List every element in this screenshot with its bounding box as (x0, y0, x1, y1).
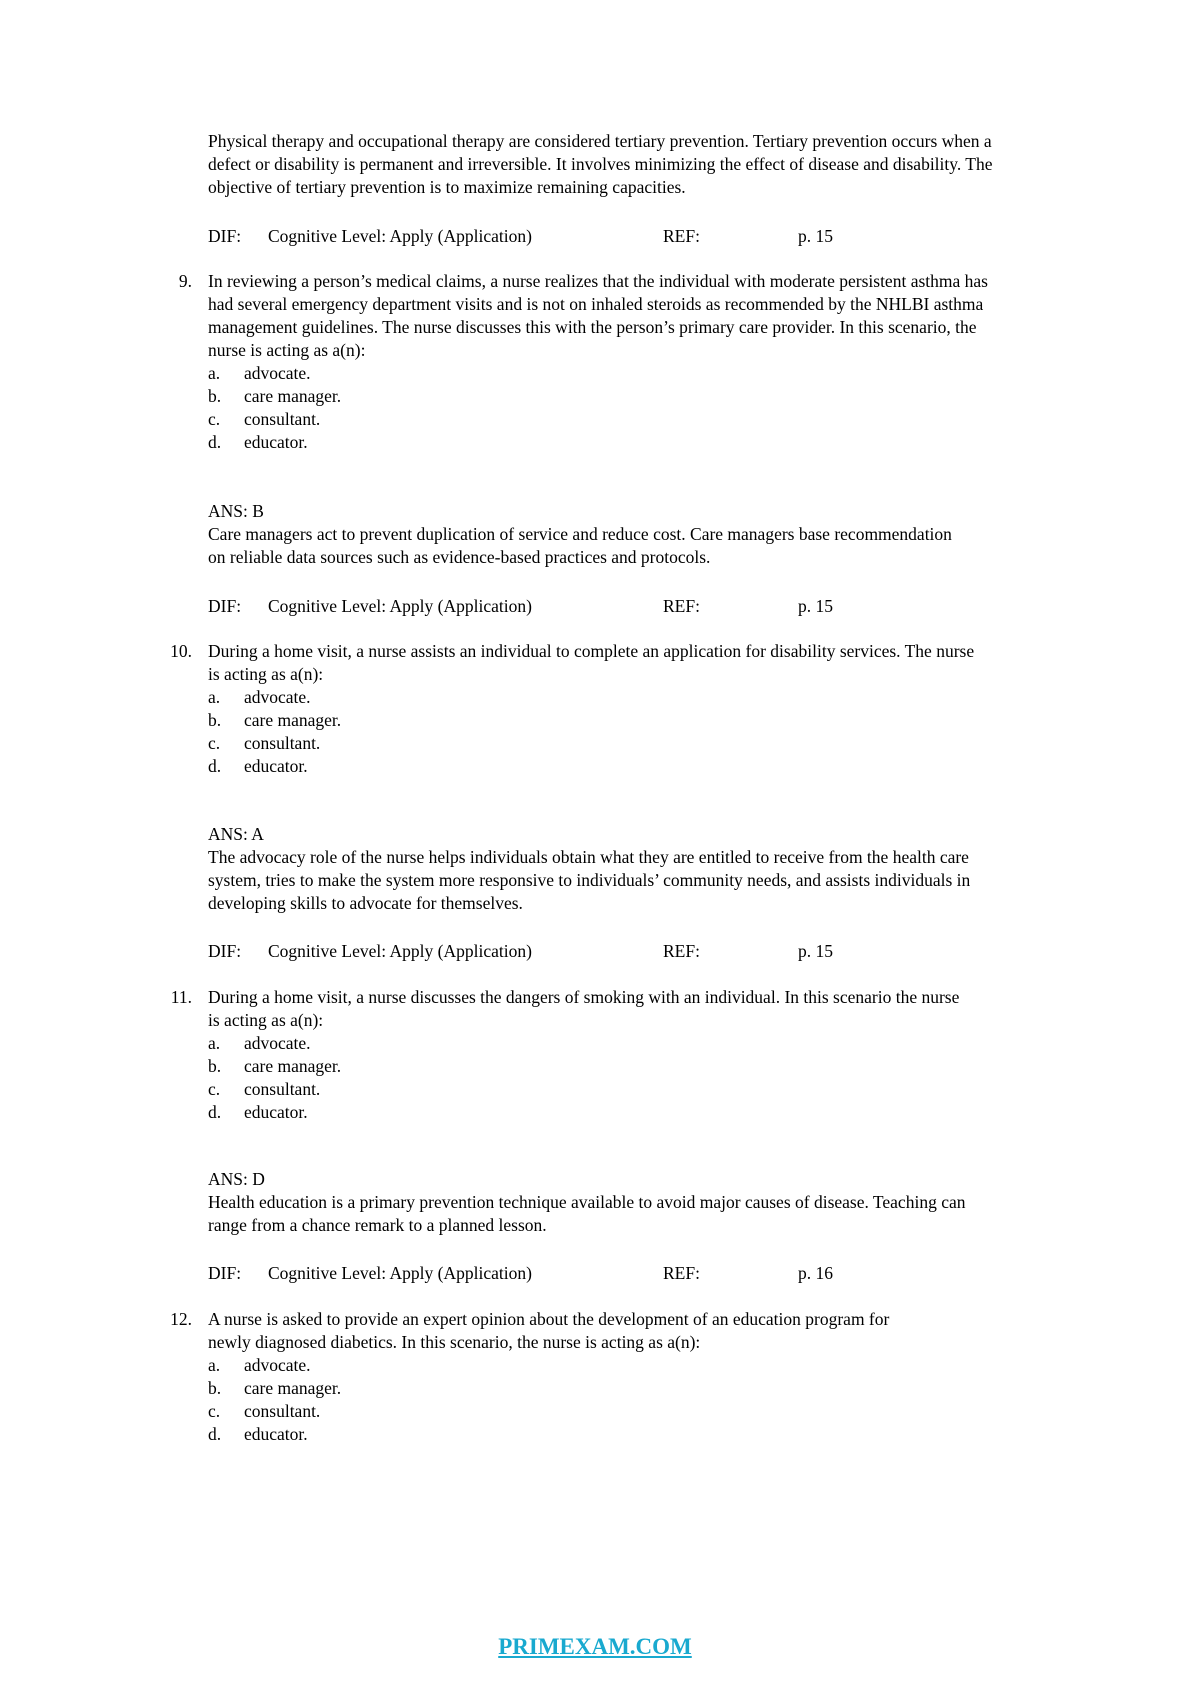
question-body (208, 270, 1108, 454)
answer-block-10 (208, 823, 1108, 915)
footer-site-link[interactable]: PRIMEXAM.COM (498, 1634, 692, 1659)
option-a (208, 686, 1108, 709)
option-letter: b. (208, 710, 222, 730)
rationale-line: system, tries to make the system more responsive to individuals’ community needs, and assists individuals in (208, 870, 971, 890)
dif-label: DIF: (208, 1263, 242, 1283)
dif-ref-row (208, 225, 908, 248)
dif-ref-row (208, 1262, 908, 1285)
option-text: educator. (244, 1102, 308, 1122)
intro-rationale (208, 130, 1118, 199)
dif-label: DIF: (208, 226, 242, 246)
rationale-line: objective of tertiary prevention is to maximize remaining capacities. (208, 177, 686, 197)
question-number: 12. (170, 1309, 192, 1329)
dif-value: Cognitive Level: Apply (Application) (268, 596, 532, 616)
option-letter: c. (208, 733, 221, 753)
option-letter: b. (208, 1056, 222, 1076)
stem-line: management guidelines. The nurse discusses this with the person’s primary care provider. In this scenario, the (208, 317, 977, 337)
ref-label: REF: (663, 1263, 700, 1283)
option-c (208, 408, 1108, 431)
dif-ref-row (208, 940, 908, 963)
option-letter: d. (208, 432, 222, 452)
option-text: advocate. (244, 1355, 311, 1375)
option-letter: b. (208, 1378, 222, 1398)
option-letter: a. (208, 363, 221, 383)
option-letter: c. (208, 1079, 221, 1099)
answer-key: ANS: A (208, 824, 264, 844)
option-letter: a. (208, 1033, 221, 1053)
dif-value: Cognitive Level: Apply (Application) (268, 941, 532, 961)
option-text: care manager. (244, 386, 342, 406)
option-text: care manager. (244, 1056, 342, 1076)
answer-block-9 (208, 500, 1108, 569)
option-c (208, 1078, 1108, 1101)
option-letter: c. (208, 1401, 221, 1421)
question-body (208, 1308, 1108, 1446)
option-letter: b. (208, 386, 222, 406)
dif-value: Cognitive Level: Apply (Application) (268, 226, 532, 246)
option-a (208, 1354, 1108, 1377)
option-letter: a. (208, 1355, 221, 1375)
option-text: educator. (244, 756, 308, 776)
option-text: care manager. (244, 1378, 342, 1398)
option-text: consultant. (244, 733, 321, 753)
option-letter: d. (208, 1424, 222, 1444)
option-b (208, 1377, 1108, 1400)
stem-line: A nurse is asked to provide an expert opinion about the development of an education program for (208, 1309, 890, 1329)
option-a (208, 362, 1108, 385)
question-stem (208, 1308, 1108, 1354)
option-text: educator. (244, 432, 308, 452)
option-d (208, 431, 1108, 454)
rationale-line: range from a chance remark to a planned lesson. (208, 1215, 547, 1235)
option-c (208, 732, 1108, 755)
question-number: 11. (170, 987, 192, 1007)
option-text: consultant. (244, 409, 321, 429)
option-text: advocate. (244, 687, 311, 707)
ref-value: p. 15 (798, 226, 833, 246)
question-number: 10. (170, 641, 192, 661)
option-text: advocate. (244, 1033, 311, 1053)
option-letter: d. (208, 756, 222, 776)
ref-value: p. 15 (798, 596, 833, 616)
option-text: consultant. (244, 1079, 321, 1099)
ref-label: REF: (663, 596, 700, 616)
answer-key: ANS: D (208, 1169, 265, 1189)
question-body (208, 640, 1108, 778)
stem-line: newly diagnosed diabetics. In this scenario, the nurse is acting as a(n): (208, 1332, 701, 1352)
dif-ref-row (208, 595, 908, 618)
option-text: advocate. (244, 363, 311, 383)
question-stem (208, 270, 1108, 362)
option-d (208, 1101, 1108, 1124)
rationale-line: Care managers act to prevent duplication of service and reduce cost. Care managers base recommendation (208, 524, 952, 544)
stem-line: During a home visit, a nurse assists an individual to complete an application for disability services. The nurse (208, 641, 975, 661)
stem-line: is acting as a(n): (208, 1010, 324, 1030)
option-d (208, 1423, 1108, 1446)
dif-label: DIF: (208, 596, 242, 616)
answer-block-11 (208, 1168, 1108, 1237)
option-a (208, 1032, 1108, 1055)
option-b (208, 385, 1108, 408)
option-text: consultant. (244, 1401, 321, 1421)
stem-line: During a home visit, a nurse discusses the dangers of smoking with an individual. In this scenario the nurse (208, 987, 960, 1007)
rationale-line: defect or disability is permanent and irreversible. It involves minimizing the effect of disease and disability. The (208, 154, 993, 174)
option-text: educator. (244, 1424, 308, 1444)
answer-key: ANS: B (208, 501, 264, 521)
stem-line: nurse is acting as a(n): (208, 340, 366, 360)
stem-line: In reviewing a person’s medical claims, a nurse realizes that the individual with moderate persistent asthma has (208, 271, 988, 291)
rationale-line: Health education is a primary prevention technique available to avoid major causes of disease. Teaching can (208, 1192, 966, 1212)
option-letter: d. (208, 1102, 222, 1122)
dif-value: Cognitive Level: Apply (Application) (268, 1263, 532, 1283)
option-letter: a. (208, 687, 221, 707)
question-stem (208, 986, 1108, 1032)
dif-label: DIF: (208, 941, 242, 961)
ref-label: REF: (663, 226, 700, 246)
ref-label: REF: (663, 941, 700, 961)
rationale-line: The advocacy role of the nurse helps individuals obtain what they are entitled to receive from the health care (208, 847, 969, 867)
option-c (208, 1400, 1108, 1423)
question-body (208, 986, 1108, 1124)
rationale-line: Physical therapy and occupational therapy are considered tertiary prevention. Tertiary prevention occurs when a (208, 131, 992, 151)
question-stem (208, 640, 1108, 686)
ref-value: p. 15 (798, 941, 833, 961)
option-d (208, 755, 1108, 778)
option-letter: c. (208, 409, 221, 429)
stem-line: is acting as a(n): (208, 664, 324, 684)
option-b (208, 1055, 1108, 1078)
option-text: care manager. (244, 710, 342, 730)
ref-value: p. 16 (798, 1263, 833, 1283)
stem-line: had several emergency department visits and is not on inhaled steroids as recommended by the NHLBI asthma (208, 294, 984, 314)
question-number: 9. (178, 271, 192, 291)
rationale-line: on reliable data sources such as evidence-based practices and protocols. (208, 547, 711, 567)
option-b (208, 709, 1108, 732)
rationale-line: developing skills to advocate for themselves. (208, 893, 523, 913)
